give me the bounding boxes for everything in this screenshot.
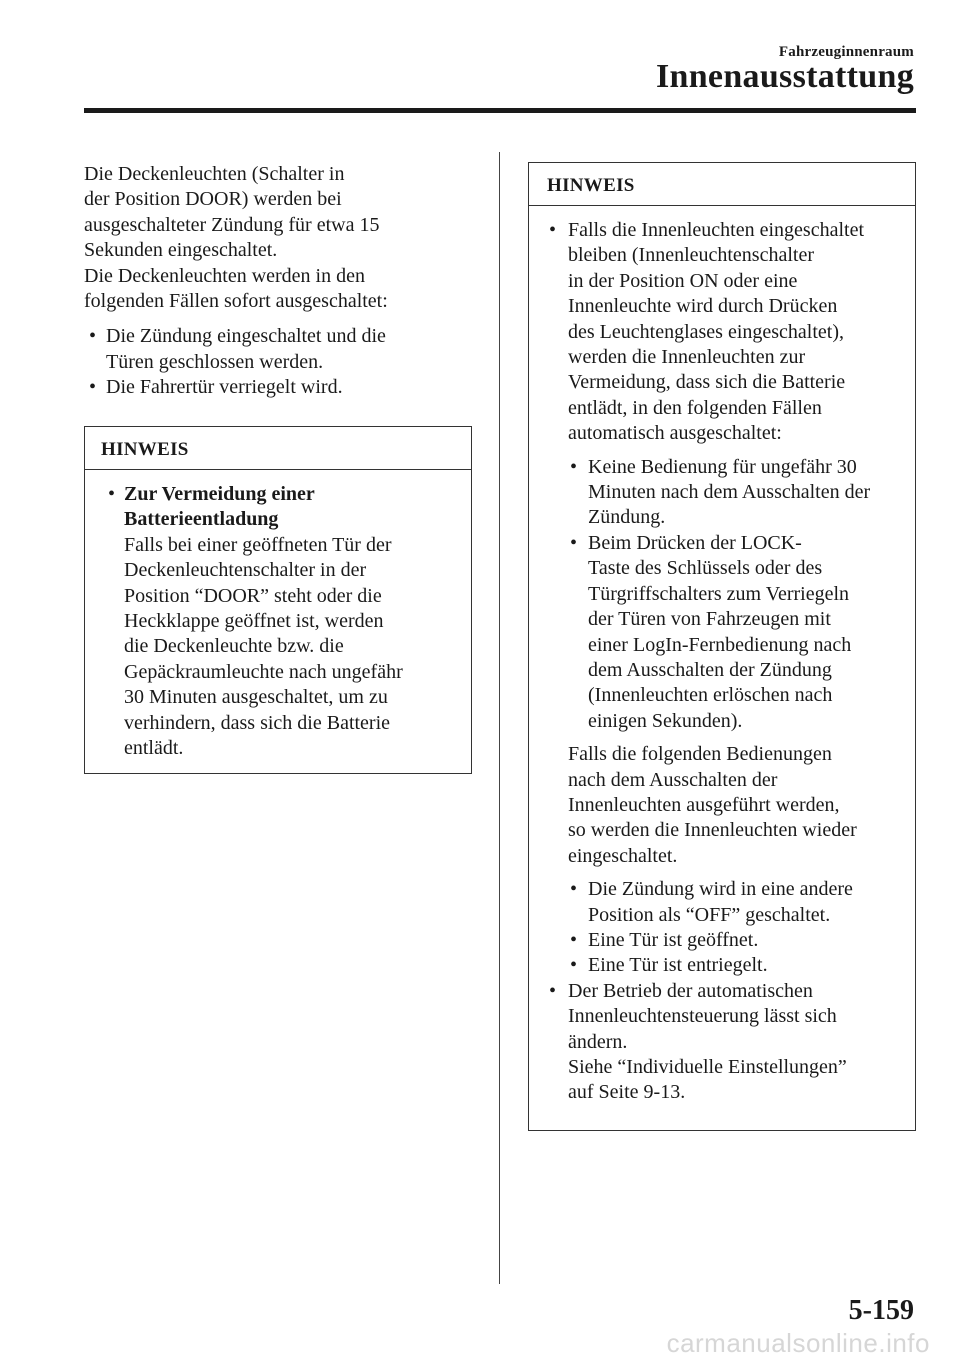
bullet-list <box>84 324 484 400</box>
header-rule <box>84 108 916 113</box>
text-line: Position “DOOR” steht oder die <box>124 584 382 607</box>
text-line: werden die Innenleuchten zur <box>568 346 806 369</box>
text-line: Beim Drücken der LOCK- <box>588 531 802 554</box>
text-line: Keine Bedienung für ungefähr 30 <box>588 455 857 478</box>
note-box-left <box>84 426 472 774</box>
note-body <box>85 470 471 761</box>
text-line: der Türen von Fahrzeugen mit <box>588 608 831 631</box>
bullet-icon: • <box>570 928 578 951</box>
list-item <box>84 324 484 375</box>
text-line: ändern. <box>568 1030 628 1053</box>
text-line: auf Seite 9-13. <box>568 1081 686 1104</box>
note-heading: HINWEIS <box>529 163 915 206</box>
page-title: Innenausstattung <box>655 58 914 95</box>
note-box-right <box>528 162 916 1131</box>
column-divider <box>499 152 500 1284</box>
bullet-icon: • <box>108 483 116 505</box>
text-line: Die Deckenleuchten (Schalter in <box>84 163 345 185</box>
bullet-icon: • <box>549 979 557 1002</box>
list-item <box>529 531 915 734</box>
intro-paragraph <box>84 162 484 314</box>
bullet-icon: • <box>89 376 97 399</box>
text-line: verhindern, dass sich die Batterie <box>124 711 391 734</box>
text-line: ausgeschalteter Zündung für etwa 15 <box>84 213 380 236</box>
text-line: des Leuchtenglases eingeschaltet), <box>568 320 844 343</box>
text-line: Die Deckenleuchten werden in den <box>84 264 365 287</box>
text-line: einer LogIn-Fernbedienung nach <box>588 633 852 656</box>
text-line: Türgriffschalters zum Verriegeln <box>588 582 850 605</box>
text-line: Gepäckraumleuchte nach ungefähr <box>124 660 403 683</box>
text-line: die Deckenleuchte bzw. die <box>124 635 344 658</box>
text-line: Eine Tür ist entriegelt. <box>588 954 768 977</box>
text-line: (Innenleuchten erlöschen nach <box>588 684 833 707</box>
text-line: der Position DOOR) werden bei <box>84 188 342 211</box>
bullet-icon: • <box>570 878 578 901</box>
bullet-icon: • <box>570 531 578 554</box>
bullet-icon: • <box>570 954 578 977</box>
section-label: Fahrzeuginnenraum <box>778 44 914 60</box>
text-line: automatisch ausgeschaltet: <box>568 422 782 445</box>
text-line: Türen geschlossen werden. <box>106 350 324 373</box>
bullet-icon: • <box>549 219 557 241</box>
watermark: carmanualsonline.info <box>666 1328 930 1358</box>
note-body <box>529 206 915 1106</box>
text-line: entlädt, in den folgenden Fällen <box>568 396 822 419</box>
text-line: Falls die Innenleuchten eingeschaltet <box>568 219 865 241</box>
text-line: Taste des Schlüssels oder des <box>588 557 823 580</box>
text-line: bleiben (Innenleuchtenschalter <box>568 244 814 267</box>
list-item <box>529 218 915 447</box>
text-line: Deckenleuchtenschalter in der <box>124 559 367 582</box>
text-line: folgenden Fällen sofort ausgeschaltet: <box>84 290 388 313</box>
text-line: Falls die folgenden Bedienungen <box>568 743 832 766</box>
text-line: entlädt. <box>124 737 184 760</box>
bullet-icon: • <box>89 325 97 348</box>
paragraph <box>529 742 915 869</box>
text-line: Falls bei einer geöffneten Tür der <box>124 533 392 556</box>
sub-list <box>529 877 915 979</box>
page-number: 5-159 <box>848 1295 914 1326</box>
text-line: Innenleuchtensteuerung lässt sich <box>568 1005 837 1028</box>
sub-list <box>529 455 915 734</box>
note-subheading-line: Batterieentladung <box>124 508 279 531</box>
text-line: Die Fahrertür verriegelt wird. <box>106 376 343 399</box>
list-item <box>85 482 471 761</box>
list-item <box>529 455 915 531</box>
text-line: in der Position ON oder eine <box>568 269 798 292</box>
text-line: Innenleuchten ausgeführt werden, <box>568 793 840 816</box>
text-line: Eine Tür ist geöffnet. <box>588 928 759 951</box>
text-line: Position als “OFF” geschaltet. <box>588 903 831 926</box>
list-item <box>529 928 915 953</box>
text-line: dem Ausschalten der Zündung <box>588 658 832 681</box>
text-line: einigen Sekunden). <box>588 709 743 732</box>
text-line: nach dem Ausschalten der <box>568 768 778 791</box>
text-line: Zündung. <box>588 506 666 529</box>
list-item <box>84 375 484 400</box>
text-line: Der Betrieb der automatischen <box>568 979 813 1002</box>
text-line: eingeschaltet. <box>568 844 678 867</box>
text-line: Vermeidung, dass sich die Batterie <box>568 371 846 394</box>
text-line: Innenleuchte wird durch Drücken <box>568 295 838 318</box>
note-subheading-line: Zur Vermeidung einer <box>124 483 315 505</box>
text-line: Die Zündung eingeschaltet und die <box>106 325 386 348</box>
text-line: so werden die Innenleuchten wieder <box>568 819 857 842</box>
text-line: 30 Minuten ausgeschaltet, um zu <box>124 686 388 709</box>
text-line: Sekunden eingeschaltet. <box>84 239 278 262</box>
list-item <box>529 979 915 1106</box>
bullet-icon: • <box>570 455 578 478</box>
list-item <box>529 877 915 928</box>
text-line: Minuten nach dem Ausschalten der <box>588 481 871 504</box>
list-item <box>529 953 915 978</box>
note-heading: HINWEIS <box>85 427 471 470</box>
text-line: Siehe “Individuelle Einstellungen” <box>568 1056 847 1078</box>
left-column <box>84 162 484 401</box>
text-line: Die Zündung wird in eine andere <box>588 878 853 901</box>
text-line: Heckklappe geöffnet ist, werden <box>124 610 384 633</box>
